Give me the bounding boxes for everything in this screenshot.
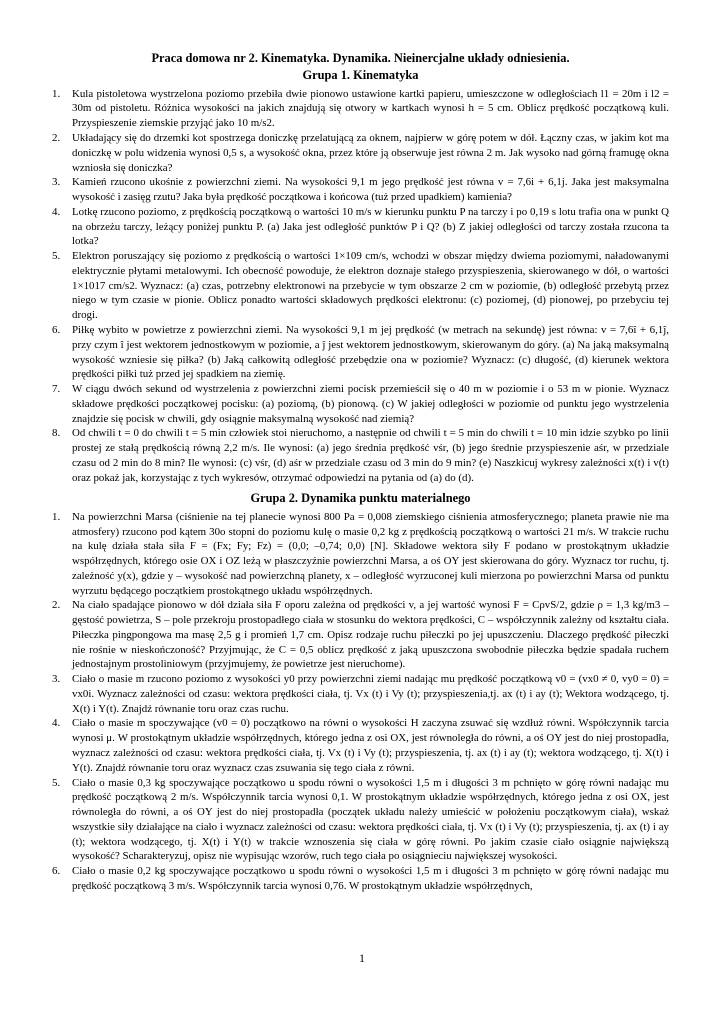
page-number: 1	[359, 951, 365, 965]
group-2-heading: Grupa 2. Dynamika punktu materialnego	[250, 491, 471, 506]
item-number: 5.	[52, 776, 61, 789]
item-number: 3.	[52, 673, 61, 686]
item-number: 3.	[52, 176, 61, 189]
list-item	[52, 776, 669, 865]
list-item	[52, 249, 669, 323]
list-item	[52, 716, 669, 775]
item-text: Ciało o masie 0,3 kg spoczywające początkowo u spodu równi o wysokości 1,5 m i długości 3 m pchnięto w górę równi nadając mu prędkość początkową 2 m/s. Współczynnik tarcia wynosi 0,1. W prostokątnym układzie współrzędnych, którego jedna z osi OX, jest równoległa do równi, a oś OY jest do niej prostopadła (początek układu należy umieścić w położeniu początkowym ciała), wskaż wszystkie siły działające na ciało i wyznacz zależności od czasu: wektora prędkości ciała, tj. Vx (t) i Vy (t); przyspieszenia, tj. ax (t) i ay (t); wektora wodzącego, tj. X(t) i Y(t) w trakcie wznoszenia się ciała w górę równi. Po jakim czasie ciało osiągnie największą wysokość? Scharakteryzuj, opisz nie wypisując wzorów, ruch tego ciała po osiągnieciu największej wysokości.	[72, 776, 669, 863]
item-number: 8.	[52, 427, 61, 440]
item-text: Ciało o masie m spoczywające (v0 = 0) początkowo na równi o wysokości H zaczyna zsuwać się wzdłuż równi. Współczynnik tarcia wynosi μ. W prostokątnym układzie współrzędnych, którego jedna z osi OX, jest równoległa do równi, a oś OY jest do niej prostopadła, wyznacz zależności od czasu: wektora prędkości ciała, tj. Vx (t) i Vy (t); przyspieszenia, tj. ax (t) i ay (t); wektora wodzącego, tj. X(t) i Y(t). Znajdź równanie toru oraz wyznacz czas zsuwania się tego ciała z równi.	[72, 717, 669, 774]
list-item	[52, 175, 669, 205]
list-item	[52, 87, 669, 131]
item-number: 4.	[52, 205, 61, 218]
item-text: Układający się do drzemki kot spostrzega doniczkę przelatującą za oknem, najpierw w górę potem w dół. Łączny czas, w jakim kot ma doniczkę w polu widzenia wynosi 0,5 s, a wysokość okna, przez które ją obserwuje jest równa 2 m. Jak wysoko nad górną framugę okna wzniosła się doniczka?	[72, 132, 669, 174]
item-number: 2.	[52, 132, 61, 145]
list-item	[52, 131, 669, 175]
item-number: 6.	[52, 865, 61, 878]
item-text: W ciągu dwóch sekund od wystrzelenia z powierzchni ziemi pocisk przemieścił się o 40 m w poziomie i o 53 m w pionie. Wyznacz składowe prędkości początkowej pocisku: (a) poziomą, (b) pionową. (c) W jakiej odległości w poziomie od punktu jego wystrzelenia znajdzie się pocisk w chwili, gdy osiągnie maksymalną wysokość nad ziemią?	[72, 383, 669, 425]
item-number: 1.	[52, 87, 61, 100]
group-1-heading: Grupa 1. Kinematyka	[302, 68, 419, 83]
item-number: 1.	[52, 510, 61, 523]
group-2-list	[52, 510, 669, 894]
item-text: Piłkę wybito w powietrze z powierzchni ziemi. Na wysokości 9,1 m jej prędkość (w metrach na sekundę) jest równa: v = 7,6î + 6,1ĵ, przy czym î jest wektorem jednostkowym w poziomie, a ĵ jest wektorem jednostkowym, skierowanym do góry. (a) Na jaką maksymalną wysokość wzniesie się piłka? (b) Jaką całkowitą odległość przebędzie ona w poziomie? Wyznacz: (c) długość, (d) kierunek wektora prędkości piłki tuż przed jej spadkiem na ziemię.	[72, 323, 669, 381]
item-text: Ciało o masie 0,2 kg spoczywające początkowo u spodu równi o wysokości 1,5 m i długości 3 m pchnięto w górę równi nadając mu prędkość początkową 3 m/s. Współczynnik tarcia wynosi 0,76. W prostokątnym układzie współrzędnych,	[72, 865, 669, 892]
item-number: 5.	[52, 250, 61, 263]
item-text: Na powierzchni Marsa (ciśnienie na tej planecie wynosi 800 Pa = 0,008 ziemskiego ciśnienia atmosferycznego; planeta prawie nie ma atmosfery) rzucono pod kątem 30o stopni do poziomu kulę o masie 0,2 kg z prędkością początkową o wartości 21 m/s. W trakcie ruchu na kulę działa stała siła F = (Fx; Fy; Fz) = (0,0; –0,74; 0,0) [N]. Składowe wektora siły F podano w prostokątnym układzie współrzędnych, którego osie OX i OZ leżą w płaszczyźnie powierzchni Marsa, a oś OY jest skierowana do góry. Wyznacz tor ruchu, tj. zależność y(x), gdzie y – wysokość nad powierzchną planety, x – odległość wyrzuconej kuli mierzona po powierzchni Marsa od punktu wyrzutu będącego początkiem prostokątnego układu współrzędnych.	[72, 510, 669, 597]
list-item	[52, 672, 669, 716]
document-title: Praca domowa nr 2. Kinematyka. Dynamika. Nieinercjalne układy odniesienia.	[151, 51, 570, 65]
item-text: Lotkę rzucono poziomo, z prędkością początkową o wartości 10 m/s w kierunku punktu P na tarczy i po 0,19 s lotu trafia ona w punkt Q na obrzeżu tarczy, leżący poniżej punktu P. (a) Jaka jest odległość punktów P i Q? (b) Z jakiej odległości od tarczy została rzucona ta lotka?	[72, 205, 669, 248]
item-text: Od chwili t = 0 do chwili t = 5 min człowiek stoi nieruchomo, a następnie od chwili t = 5 min do chwili t = 10 min idzie szybko po linii prostej ze stałą prędkością równą 2,2 m/s. Ile wynosi: (a) jego średnia prędkość vśr, (b) jego średnie przyspieszenie aśr, w przedziale czasu od 2 min do 8 min? Ile wynosi: (c) vśr, (d) aśr w przedziale czasu od 3 min do 9 min? (e) Naszkicuj wykresy zależności x(t) i v(t) oraz pokaż jak, korzystając z tych wykresów, otrzymać odpowiedzi na pytania od (a) do (d).	[72, 427, 669, 484]
item-text: Ciało o masie m rzucono poziomo z wysokości y0 przy powierzchni ziemi nadając mu prędkość początkową v0 = (vx0 ≠ 0, vy0 = 0) = vx0i. Wyznacz zależności od czasu: wektora prędkości ciała, tj. Vx (t) i Vy (t); przyspieszenia,tj. ax (t) i ay (t); Wektora wodzącego, tj. X(t) i Y(t). Znajdź równanie toru oraz czas ruchu.	[72, 673, 669, 715]
list-item	[52, 205, 669, 249]
group-1-list	[52, 87, 669, 486]
list-item	[52, 864, 669, 894]
list-item	[52, 598, 669, 672]
item-text: Elektron poruszający się poziomo z prędkością o wartości 1×109 cm/s, wchodzi w obszar między dwiema poziomymi, naładowanymi elektrycznie płytami metalowymi. Ich obecność powoduje, że elektron doznaje stałego przyspieszenia, skierowanego w dół, o wartości 1×1017 cm/s2. Wyznacz: (a) czas, potrzebny elektronowi na przebycie w tym obszarze 2 cm w poziomie, (b) odległość przebytą przez niego w tym czasie w pionie. Oblicz ponadto wartości składowych prędkości elektronu: (c) poziomej, (d) pionowej, po przebyciu tej drogi.	[72, 250, 669, 322]
item-text: Na ciało spadające pionowo w dół działa siła F oporu zależna od prędkości v, a jej wartość wynosi F = CρvS/2, gdzie ρ = 1,3 kg/m3 – gęstość powietrza, S – pole przekroju prostopadłego ciała w stosunku do wektora prędkości, C – współczynnik zależny od kształtu ciała. Piłeczka pingpongowa ma masę 2,5 g i promień 1,7 cm. Opisz rodzaje ruchu piłeczki po jej upuszczeniu. Dlaczego prędkość piłeczki nie rośnie w nieskończoność? Przyjmując, że C = 0,5 oblicz prędkość z jaką upuszczona swobodnie piłeczka będzie spadała ruchem jednostajnym prostoliniowym (przyjmujemy, że powietrze jest nieruchome).	[72, 599, 669, 671]
item-text: Kula pistoletowa wystrzelona poziomo przebiła dwie pionowo ustawione kartki papieru, umieszczone w odległościach l1 = 20m i l2 = 30m od pistoletu. Różnica wysokości na jakich znajdują się otwory w kartkach wynosi h = 5 cm. Oblicz prędkość początkową kuli. Przyspieszenie ziemskie przyjąć jako 10 m/s2.	[72, 87, 669, 130]
list-item	[52, 382, 669, 426]
item-number: 4.	[52, 717, 61, 730]
list-item	[52, 323, 669, 382]
item-number: 7.	[52, 383, 61, 396]
list-item	[52, 426, 669, 485]
list-item	[52, 510, 669, 599]
item-text: Kamień rzucono ukośnie z powierzchni ziemi. Na wysokości 9,1 m jego prędkość jest równa v = 7,6i + 6,1j. Jaka jest maksymalna wysokość i zasięg rzutu? Jaka była prędkość początkowa i końcowa (tuż przed upadkiem) kamienia?	[72, 176, 669, 204]
item-number: 6.	[52, 323, 61, 336]
item-number: 2.	[52, 599, 61, 612]
